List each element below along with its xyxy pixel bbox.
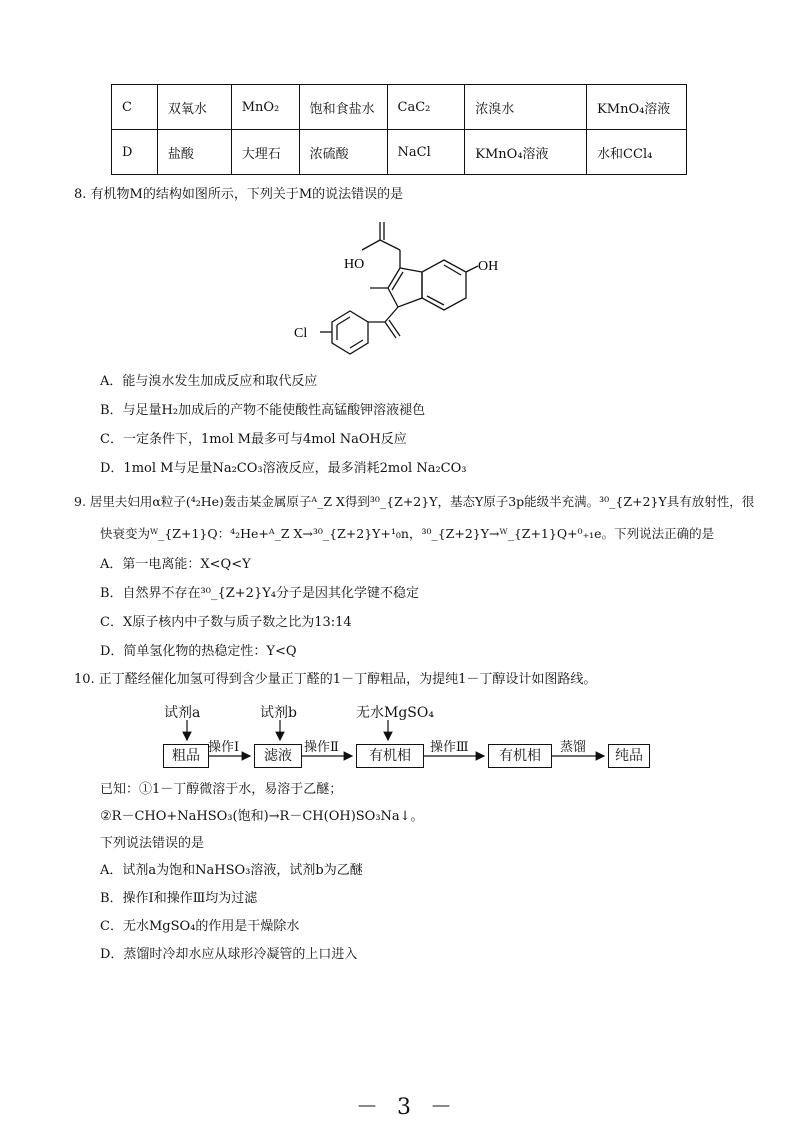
table-cell: 盐酸 xyxy=(157,130,231,175)
question-8-option-b: B．与足量H₂加成后的产物不能使酸性高锰酸钾溶液褪色 xyxy=(100,403,426,418)
table-cell: MnO₂ xyxy=(231,85,299,130)
question-10-stem: 10. 正丁醛经催化加氢可得到含少量正丁醛的1－丁醇粗品，为提纯1－丁醇设计如图路线。 xyxy=(74,672,597,687)
table-cell: D xyxy=(112,130,158,175)
table-cell: NaCl xyxy=(387,130,465,175)
table-cell: C xyxy=(112,85,158,130)
question-8-stem: 8. 有机物M的结构如图所示，下列关于M的说法错误的是 xyxy=(74,187,404,202)
question-10-option-c: C．无水MgSO₄的作用是干燥除水 xyxy=(100,919,300,934)
structure-label-cl: Cl xyxy=(294,326,308,341)
flow-box-organic-1: 有机相 xyxy=(356,744,424,768)
question-10-option-b: B．操作Ⅰ和操作Ⅲ均为过滤 xyxy=(100,891,258,906)
flow-box-filtrate: 滤液 xyxy=(254,744,302,768)
question-9-option-d: D．简单氢化物的热稳定性：Y<Q xyxy=(100,644,297,659)
question-10-option-a: A．试剂a为饱和NaHSO₃溶液，试剂b为乙醚 xyxy=(100,863,363,878)
table-cell: 水和CCl₄ xyxy=(587,130,687,175)
table-cell: KMnO₄溶液 xyxy=(587,85,687,130)
question-8-option-c: C．一定条件下，1mol M最多可与4mol NaOH反应 xyxy=(100,432,407,447)
flow-box-pure: 纯品 xyxy=(608,744,650,768)
question-10-known-1: 已知：①1－丁醇微溶于水，易溶于乙醚； xyxy=(100,782,343,797)
question-9-stem-2: 快衰变为ᵂ_{Z+1}Q：⁴₂He+ᴬ_Z X→³⁰_{Z+2}Y+¹₀n，³⁰_{Z+2}Y→ᵂ_{Z+1}Q+⁰₊₁e。下列说法正确的是 xyxy=(100,526,715,541)
table-cell: CaC₂ xyxy=(387,85,465,130)
operation-2-label: 操作Ⅱ xyxy=(304,740,339,755)
question-10-option-d: D．蒸馏时冷却水应从球形冷凝管的上口进入 xyxy=(100,947,358,962)
distillation-label: 蒸馏 xyxy=(560,740,587,755)
table-cell: 大理石 xyxy=(231,130,299,175)
question-8-option-a: A．能与溴水发生加成反应和取代反应 xyxy=(100,374,318,389)
question-8-option-d: D．1mol M与足量Na₂CO₃溶液反应，最多消耗2mol Na₂CO₃ xyxy=(100,461,467,476)
reagent-b-label: 试剂b xyxy=(260,705,297,721)
table-cell: KMnO₄溶液 xyxy=(465,130,587,175)
purification-flowchart xyxy=(150,700,650,772)
question-10-ask: 下列说法错误的是 xyxy=(100,836,205,851)
question-9-option-c: C．X原子核内中子数与质子数之比为13:14 xyxy=(100,615,352,630)
question-10-known-2: ②R－CHO+NaHSO₃(饱和)→R－CH(OH)SO₃Na↓。 xyxy=(100,809,424,824)
page-number: － 3 － xyxy=(356,1095,458,1120)
molecule-m-structure xyxy=(280,210,520,370)
flow-box-crude: 粗品 xyxy=(163,744,209,768)
operation-3-label: 操作Ⅲ xyxy=(430,740,469,755)
structure-label-oh: OH xyxy=(478,259,499,274)
table-cell: 浓硫酸 xyxy=(299,130,387,175)
structure-label-ho: HO xyxy=(344,257,365,272)
question-9-option-a: A．第一电离能：X<Q<Y xyxy=(100,557,251,572)
question-9-stem-1: 9. 居里夫妇用α粒子(⁴₂He)轰击某金属原子ᴬ_Z X得到³⁰_{Z+2}Y，基态Y原子3p能级半充满。³⁰_{Z+2}Y具有放射性，很 xyxy=(74,494,755,509)
question-9-option-b: B．自然界不存在³⁰_{Z+2}Y₄分子是因其化学键不稳定 xyxy=(100,586,420,601)
table-row-c xyxy=(112,85,687,130)
table-cell: 浓溴水 xyxy=(465,85,587,130)
reagent-mgso4-label: 无水MgSO₄ xyxy=(356,705,434,721)
operation-1-label: 操作Ⅰ xyxy=(208,740,240,755)
reagent-a-label: 试剂a xyxy=(164,705,201,721)
table-cell: 饱和食盐水 xyxy=(299,85,387,130)
table-row-d xyxy=(112,130,687,175)
reagent-table xyxy=(111,84,687,175)
flow-box-organic-2: 有机相 xyxy=(488,744,552,768)
table-cell: 双氧水 xyxy=(157,85,231,130)
